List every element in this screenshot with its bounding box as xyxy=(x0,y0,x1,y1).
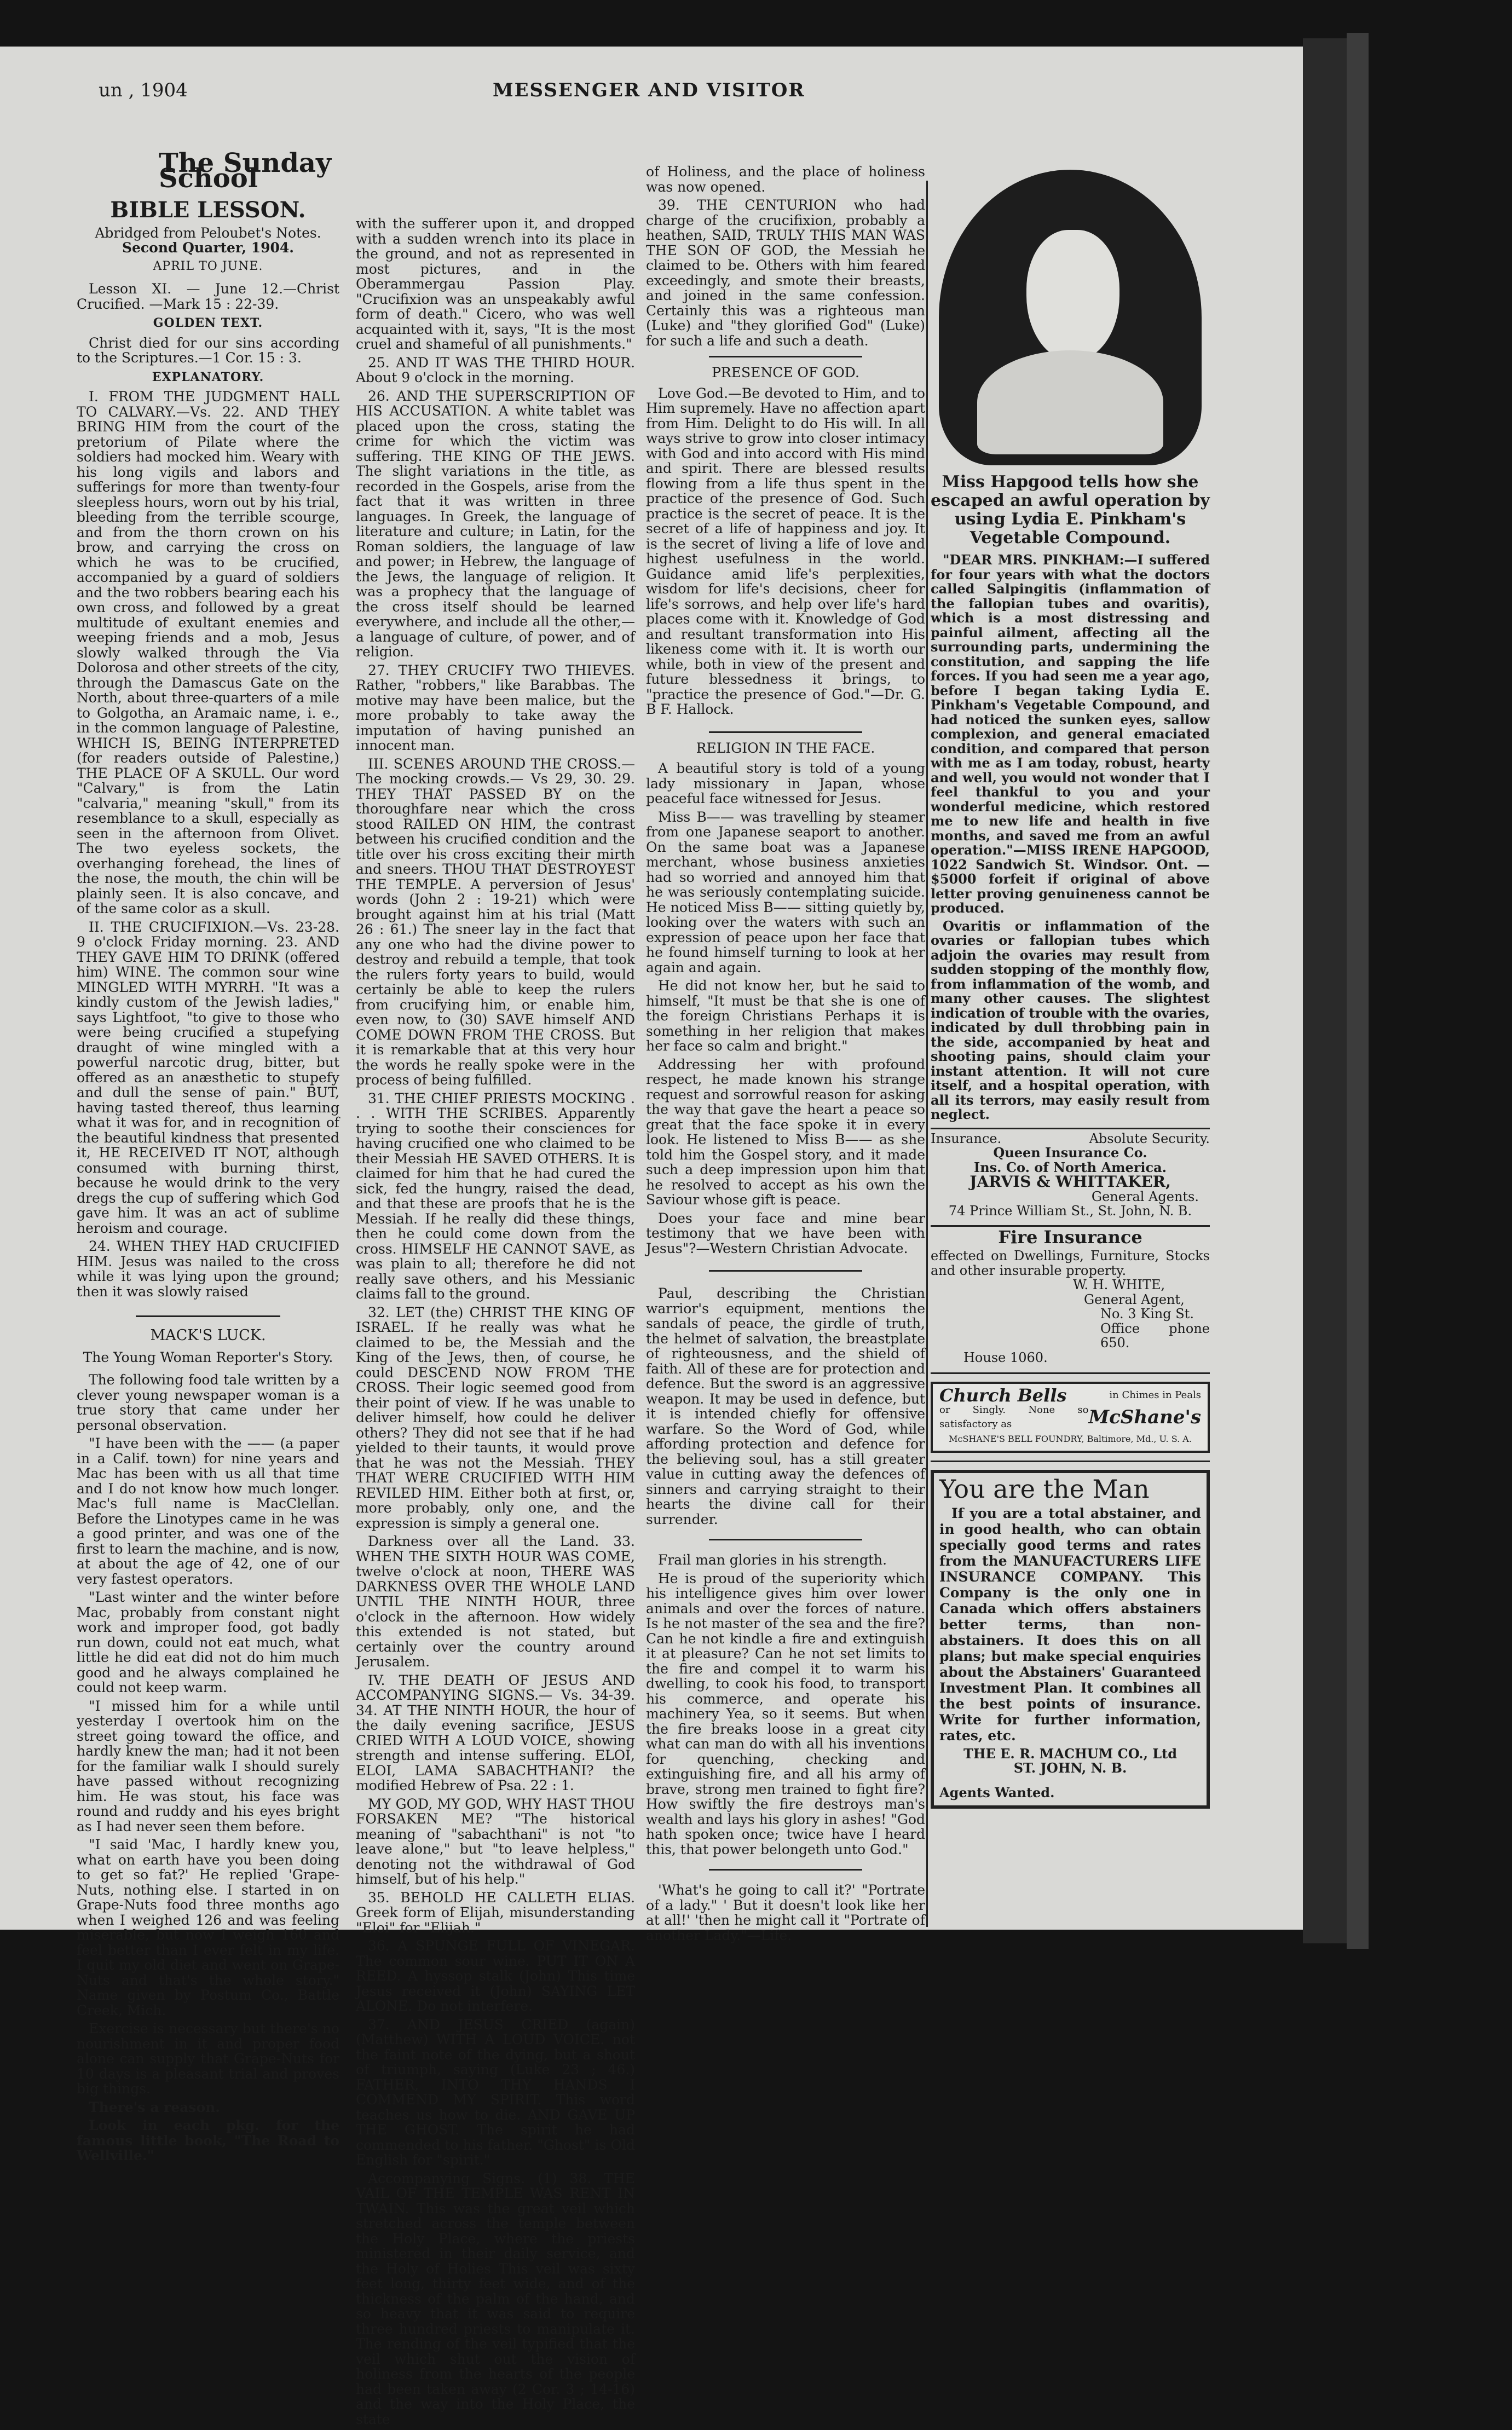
ad-body: If you are a total abstainer, and in good health, who can obtain specially good terms and rates from the MANUFACTURERS LIFE INSURANCE COMPANY. This Company is the only one in Canada which offers abstainers better terms, than non-abstainers. It does this on all plans; but make special enquiries about the Abstainers' Guaranteed Investment Plan. It combines all the best points of insurance. Write for further information, rates, etc. xyxy=(939,1505,1201,1744)
paragraph: Accompanying Signs. (1) 38. THE VAIL OF THE TEMPLE WAS RENT IN TWAIN. This was the great veil which stretched across the temple between the Holy Place, where the priests ministered in their daily service, and the Holy of Holies This veil was sixty feet long, thirty feet wide, and of the thickness of the palm of the hand, and so heavy that it was said to require three hundred priests to manipulate it. The rending of the veil typified that the veil which shut out the vision of holiness from the hearts of the people had been taken away (2 Cor. 3 ; 14-16) and the way into the Holy Place, the state xyxy=(356,2170,635,2427)
divider xyxy=(931,1461,1210,1462)
paragraph: He did not know her, but he said to himself, "It must be that she is one of the foreign Christians Perhaps it is something in her religion that makes her face so calm and bright." xyxy=(646,978,925,1054)
paragraph: 32. LET (the) CHRIST THE KING OF ISRAEL. If he really was what he claimed to be, the Messiah and the King of the Jews, then, of course, he could DESCEND NOW FROM THE CROSS. Their logic seemed good from their point of view. If he was unable to deliver himself, how could he deliver others? They did not see that if he had yielded to their taunts, it would prove that he was not the Messiah. THEY THAT WERE CRUCIFIED WITH HIM REVILED HIM. Either both at first, or, more probably, only one, and the expression is simply a general one. xyxy=(356,1304,635,1531)
article-title: MACK'S LUCK. xyxy=(150,1327,266,1344)
paragraph: with the sufferer upon it, and dropped with a sudden wrench into its place in the ground, and not as represented in most pictures, and in the Oberammergau Passion Play. "Crucifixion was an unspeakably awful form of death." Cicero, who was well acquainted with it, says, "It is the most cruel and shameful of all punishments." xyxy=(356,216,635,352)
divider xyxy=(709,1869,863,1871)
paragraph: 26. AND THE SUPERSCRIPTION OF HIS ACCUSATION. A white tablet was placed upon the cross, stating the crime for which the victim was suffering. THE KING OF THE JEWS. The slight variations in the title, as recorded in the Gospels, arise from the fact that it was written in three languages. In Greek, the language of literature and culture; in Latin, for the Roman soldiers, the language of law and power; in Hebrew, the language of the Jews, the language of religion. It was a prophecy that the language of the cross itself should be learned everywhere, and include all the other,—a language of culture, of power, and of religion. xyxy=(356,388,635,660)
paragraph: Love God.—Be devoted to Him, and to Him supremely. Have no affection apart from Him. Delight to do His will. In all ways strive to grow into closer intimacy with God and into accord with His mind and spirit. There are blessed results flowing from a life thus spent in the practice of the presence of God. Such practice is the secret of peace. It is the secret of a life of happiness and joy. It is the secret of living a life of love and highest usefulness in the world. Guidance amid life's perplexities, wisdom for life's decisions, cheer for life's sorrows, and help over life's hard places come with it. Knowledge of God and resultant transformation into His likeness come with it. It is worth our while, both in view of the present and future blessedness it brings, to "practice the presence of God."—Dr. G. B F. Hallock. xyxy=(646,385,925,717)
abridged-note: Abridged from Peloubet's Notes. xyxy=(95,224,321,241)
agents-title: General Agents. xyxy=(1091,1188,1199,1204)
manufacturers-life-ad xyxy=(931,1470,1210,1809)
header-paper-name: MESSENGER AND VISITOR xyxy=(493,79,805,101)
ad-body: Ovaritis or inflammation of the ovaries or fallopian tubes which adjoin the ovaries may result from sudden stopping of the monthly flow, from inflammation of the womb, and many other causes. The slightest indication of trouble with the ovaries, indicated by dull throbbing pain in the side, accompanied by heat and shooting pains, should claim your instant attention. It will not cure itself, and a hospital operation, with all its terrors, may easily result from neglect. xyxy=(931,917,1210,1122)
house-phone: House 1060. xyxy=(963,1349,1048,1365)
divider xyxy=(709,356,863,357)
divider xyxy=(931,1372,1210,1374)
paragraph: He is proud of the superiority which his intelligence gives him over lower animals and over the forces of nature. Is he not master of the sea and the fire? Can he not kindle a fire and extinguish it at pleasure? Can he not set limits to the fire and compel it to warm his dwelling, to cook his food, to transport his commerce, and operate his machinery Yea, so it seems. But when the fire breaks loose in a great city what can man do with all his inventions for quenching, checking and extinguishing fire, and all his army of brave, strong men trained to fight fire? How swiftly the fire destroys man's wealth and lays his glory in ashes! "God hath spoken once; twice have I heard this, that power belongeth unto God." xyxy=(646,1570,925,1857)
months: APRIL TO JUNE. xyxy=(153,259,263,273)
bells-foundry: McSHANE'S BELL FOUNDRY, Baltimore, Md., U. S. A. xyxy=(949,1433,1192,1444)
quarter: Second Quarter, 1904. xyxy=(122,240,295,256)
office-phone: Office phone 650. xyxy=(1100,1320,1210,1350)
paragraph: 27. THEY CRUCIFY TWO THIEVES. Rather, "robbers," like Barabbas. The motive may have been malice, but the more probably to take away the imputation of having punished an innocent man. xyxy=(356,662,635,753)
column-4 xyxy=(931,164,1210,1814)
ad-testimonial: "DEAR MRS. PINKHAM:—I suffered for four years with what the doctors called Salpingitis (inflammation of the fallopian tubes and ovaritis), which is a most distressing and painful ailment, affecting all the surrounding parts, undermining the constitution, and sapping the life forces. If you had seen me a year ago, before I began taking Lydia E. Pinkham's Vegetable Compound, and had noticed the sunken eyes, sallow complexion, and general emaciated condition, and compared that person with me as I am today, robust, hearty and well, you would not wonder that I feel thankful to you and your wonderful medicine, which restored me to new life and health in five months, and saved me from an awful operation."—MISS IRENE HAPGOOD, 1022 Sandwich St. Windsor. Ont. —$5000 forfeit if original of above letter proving genuineness cannot be produced. xyxy=(931,552,1210,916)
ad-agents: Agents Wanted. xyxy=(939,1784,1055,1800)
paragraph: Darkness over all the Land. 33. WHEN THE SIXTH HOUR WAS COME, twelve o'clock at noon, THERE WAS DARKNESS OVER THE WHOLE LAND UNTIL THE NINTH HOUR, three o'clock in the afternoon. How widely this extended is not stated, but certainly over the country around Jerusalem. xyxy=(356,1533,635,1670)
paragraph: There's a reason. xyxy=(89,2099,221,2115)
column-1 xyxy=(77,148,339,2167)
explanatory-label: EXPLANATORY. xyxy=(152,370,264,384)
paragraph: "I missed him for a while until yesterday I overtook him on the street going toward the office, and hardly knew the man; had it not been for the familiar walk I should surely have passed without recognizing him. He was stout, his face was round and ruddy and his eyes bright as I had never seen them before. xyxy=(77,1698,339,1834)
paragraph: II. THE CRUCIFIXION.—Vs. 23-28. 9 o'clock Friday morning. 23. AND THEY GAVE HIM TO DRINK (offered him) WINE. The common sour wine MINGLED WITH MYRRH. "It was a kindly custom of the Jewish ladies," says Lightfoot, "to give to those who were being crucified a stupefying draught of wine mingled with a powerful narcotic drug, bitter, but offered as an anæsthetic to stupefy and dull the sense of pain." BUT, having tasted thereof, thus learning what it was for, and in recognition of the beautiful kindness that presented it, HE RECEIVED IT NOT, although consumed with burning thirst, because he would drink to the very dregs the cup of suffering which God gave him. It was an act of sublime heroism and courage. xyxy=(77,919,339,1236)
paragraph: A beautiful story is told of a young lady missionary in Japan, whose peaceful face witnessed for Jesus. xyxy=(646,760,925,806)
column-2 xyxy=(356,216,635,2430)
bells-kinds: in Chimes in Peals xyxy=(1109,1389,1201,1401)
section-title: The Sunday School xyxy=(159,148,331,194)
ad-title: You are the Man xyxy=(939,1474,1150,1504)
agents-name: JARVIS & WHITTAKER, xyxy=(969,1173,1171,1191)
page-header xyxy=(0,79,1303,107)
bells-title: Church Bells xyxy=(939,1385,1067,1406)
paragraph: III. SCENES AROUND THE CROSS.—The mocking crowds.— Vs 29, 30. 29. THEY THAT PASSED BY on the thoroughfare near which the cross stood RAILED ON HIM, the contrast between his crucified condition and the title over his cross exciting their mirth and sneers. THOU THAT DESTROYEST THE TEMPLE. A perversion of Jesus' words (John 2 : 19-21) which were brought against him at his trial (Matt 26 : 61.) The sneer lay in the fact that any one who had the divine power to destroy and rebuild a temple, that took the rulers forty years to build, would certainly be able to keep the rulers from crucifying him, or enable him, even now, to (30) SAVE himself AND COME DOWN FROM THE CROSS. But it is remarkable that at this very hour the words he really spoke were in the process of being fulfilled. xyxy=(356,755,635,1088)
insurance-header xyxy=(931,1132,1210,1146)
portrait-face xyxy=(1026,230,1119,361)
paragraph: "I have been with the —— (a paper in a Calif. town) for nine years and Mac has been with us all that time and I do not know how much longer. Mac's full name is MacClellan. Before the Linotypes came in he was a good printer, and was one of the first to learn the machine, and is now, at about the age of 42, one of our very fastest operators. xyxy=(77,1435,339,1587)
paragraph: Miss B—— was travelling by steamer from one Japanese seaport to another. On the same boat was a Japanese merchant, whose business anxieties had so worried and annoyed him that he was seriously contemplating suicide. He noticed Miss B—— sitting quietly by, looking over the waters with such an expression of peace upon her face that he found himself turning to look at her again and again. xyxy=(646,809,925,976)
ad-company: THE E. R. MACHUM CO., Ltd xyxy=(963,1745,1178,1762)
paragraph: "Last winter and the winter before Mac, probably from constant night work and improper food, got badly run down, could not eat much, what little he did eat did not do him much good and he always complained he could not keep warm. xyxy=(77,1589,339,1695)
portrait-collar xyxy=(977,350,1163,454)
ad-body: effected on Dwellings, Furniture, Stocks and other insurable property. xyxy=(931,1248,1210,1278)
insurance-right: Absolute Security. xyxy=(1089,1130,1210,1146)
divider xyxy=(136,1315,280,1317)
agent-title: General Agent, xyxy=(1084,1291,1185,1307)
paragraph: "I said 'Mac, I hardly knew you, what on earth have you been doing to get so fat?' He replied 'Grape-Nuts, nothing else. I started in on Grape-Nuts food three months ago when I weighed 126 and was feeling miserable, but now I weigh 160 and feel better than I ever felt in my life. I quit my old diet and went on Grape-Nuts and that's the whole story." Name given by Postum Co., Battle Creek, Mich. xyxy=(77,1837,339,2018)
paragraph: 37. AND JESUS CRIED (again) (Matthew) WITH A LOUD VOICE. not the faint note of the dying, but a shout of triumph, saying (Luke 23 ; 46.) FATHER, INTO THY HANDS I COMMEND MY SPIRIT. This word teaches us how to die. AND GAVE UP THE GHOST. The spirit he had commended to his father. "Ghost" is Old English for "spirit." xyxy=(356,2016,635,2168)
paragraph: 36. A SPUNGE FULL OF VINEGAR. The common sour wine. PUT IT ON A REED. A hyssop stalk (John) This time Jesus received it (John) SAYING LET ALONE. Do not interfere. xyxy=(356,1938,635,2014)
insurance-ad xyxy=(931,1132,1210,1219)
paragraph: Addressing her with profound respect, he made known his strange request and sorrowful reason for asking the way that gave the heart a peace so great that the face spoke it in every look. He listened to Miss B—— as she told him the Gospel story, and it made such a deep impression upon him that he resolved to accept as his own the Saviour whose gift is peace. xyxy=(646,1056,925,1208)
bells-note: or Singly. None so satisfactory as xyxy=(939,1404,1089,1430)
paragraph: Frail man glories in his strength. xyxy=(658,1552,887,1568)
paragraph: of Holiness, and the place of holiness was now opened. xyxy=(646,164,925,195)
page-binding-edge xyxy=(1347,33,1369,1949)
paragraph: The following food tale written by a clever young newspaper woman is a true story that came under her personal observation. xyxy=(77,1372,339,1433)
article-title: RELIGION IN THE FACE. xyxy=(696,740,875,756)
agents-address: 74 Prince William St., St. John, N. B. xyxy=(948,1203,1192,1219)
paragraph: Exercise is necessary but there's no nourishment in it and proper food alone can supply that Grape-Nuts for 10 days is a pleasant trial and proves big things. xyxy=(77,2021,339,2097)
column-divider xyxy=(926,181,928,1927)
insurance-left: Insurance. xyxy=(931,1130,1002,1146)
paragraph: 35. BEHOLD HE CALLETH ELIAS. Greek form of Elijah, misunderstanding "Eloi" for "Elijah." xyxy=(356,1889,635,1936)
divider xyxy=(709,1270,863,1272)
golden-text: Christ died for our sins according to the Scriptures.—1 Cor. 15 : 3. xyxy=(77,334,339,366)
article-subtitle: The Young Woman Reporter's Story. xyxy=(83,1349,333,1365)
column-3 xyxy=(646,164,925,1946)
ad-title: Fire Insurance xyxy=(998,1226,1142,1248)
paragraph: Paul, describing the Christian warrior's equipment, mentions the sandals of peace, the girdle of truth, the helmet of salvation, the breastplate of righteousness, and the shield of faith. All of these are for protection and defence. But the sword is an aggressive weapon. It may be used in defence, but it is intended chiefly for offensive warfare. So the Word of God, while affording protection and defence for the believing soul, has a still greater value in cutting away the defences of sinners and carrying straight to their hearts the divine call for their surrender. xyxy=(646,1285,925,1527)
golden-text-label: GOLDEN TEXT. xyxy=(153,316,263,330)
bells-brand: McShane's xyxy=(1088,1406,1201,1428)
lesson-ref: Lesson XI. — June 12.—Christ Crucified. —Mark 15 : 22-39. xyxy=(77,281,339,312)
insurer-2: Ins. Co. of North America. xyxy=(973,1159,1167,1175)
header-date: un , 1904 xyxy=(99,79,188,101)
divider xyxy=(931,1128,1210,1129)
article-title: PRESENCE OF GOD. xyxy=(712,365,859,380)
agent-name: W. H. WHITE, xyxy=(1073,1277,1165,1292)
paragraph: I. FROM THE JUDGMENT HALL TO CALVARY.—Vs. 22. AND THEY BRING HIM from the court of the pretorium of Pilate where the soldiers had mocked him. Weary with his long vigils and labors and sufferings for more than twenty-four sleepless hours, worn out by his trial, bleeding from the terrible scourge, and from the thorn crown on his brow, and carrying the cross on which he was to be crucified, accompanied by a guard of soldiers and the two robbers bearing each his own cross, and followed by a great multitude of exultant enemies and weeping friends and a mob, Jesus slowly walked through the Via Dolorosa and other streets of the city, through the Damascus Gate on the North, about three-quarters of a mile to Golgotha, an Aramaic name, i. e., in the common language of Palestine, WHICH IS, BEING INTERPRETED (for readers outside of Palestine,) THE PLACE OF A SKULL. Our word "Calvary," is from the Latin "calvaria," meaning "skull," from its resemblance to a skull, especially as seen in the afternoon from Olivet. The two eyeless sockets, the overhanging forehead, the lines of the nose, the mouth, the chin will be plainly seen. It is also concave, and of the same color as a skull. xyxy=(77,389,339,916)
newspaper-page xyxy=(0,47,1303,2427)
insurer-1: Queen Insurance Co. xyxy=(993,1145,1147,1161)
paragraph: 25. AND IT WAS THE THIRD HOUR. About 9 o'clock in the morning. xyxy=(356,354,635,385)
divider xyxy=(709,731,863,733)
lesson-heading: BIBLE LESSON. xyxy=(110,197,306,223)
ad-headline: Miss Hapgood tells how she escaped an awful operation by using Lydia E. Pinkham's Vegetable Compound. xyxy=(931,472,1210,547)
fire-insurance-ad xyxy=(931,1226,1210,1365)
paragraph: 24. WHEN THEY HAD CRUCIFIED HIM. Jesus was nailed to the cross while it was lying upon the ground; then it was slowly raised xyxy=(77,1238,339,1300)
portrait-illustration xyxy=(939,170,1202,465)
ad-city: ST. JOHN, N. B. xyxy=(1013,1760,1127,1776)
divider xyxy=(709,1539,863,1540)
paragraph: 39. THE CENTURION who had charge of the crucifixion, probably a heathen, SAID, TRULY THIS MAN WAS THE SON OF GOD, the Messiah he claimed to be. Others with him feared exceedingly, and smote their breasts, and joined in the same confession. Certainly this was a righteous man (Luke) and "they glorified God" (Luke) for such a life and such a death. xyxy=(646,197,925,349)
paragraph: 'What's he going to call it?' "Portrate of a lady." ' But it doesn't look like her at all!' 'then he might call it "Portrate of another Lady."—Life. xyxy=(646,1882,925,1943)
pinkham-ad xyxy=(931,170,1210,1122)
paragraph: 31. THE CHIEF PRIESTS MOCKING . . . WITH THE SCRIBES. Apparently trying to soothe their consciences for having crucified one who claimed to be their Messiah HE SAVED OTHERS. It is claimed for him that he had cured the sick, fed the hungry, raised the dead, and that these are proofs that he is the Messiah. If he really did these things, then he could come down from the cross. HIMSELF HE CANNOT SAVE, as was plain to all; therefore he did not really save others, and his Messianic claims fall to the ground. xyxy=(356,1090,635,1302)
page-binding xyxy=(1303,38,1347,1943)
paragraph: IV. THE DEATH OF JESUS AND ACCOMPANYING SIGNS.— Vs. 34-39. 34. AT THE NINTH HOUR, the hour of the daily evening sacrifice, JESUS CRIED WITH A LOUD VOICE, showing strength and intense suffering. ELOI, ELOI, LAMA SABACHTHANI? the modified Hebrew of Psa. 22 : 1. xyxy=(356,1672,635,1793)
paragraph: Look in each pkg. for the famous little book, "The Road to Wellville." xyxy=(77,2117,339,2163)
agent-address: No. 3 King St. xyxy=(1100,1306,1194,1321)
paragraph: Does your face and mine bear testimony that we have been with Jesus"?—Western Christian Advocate. xyxy=(646,1210,925,1256)
church-bells-ad xyxy=(931,1382,1210,1453)
paragraph: MY GOD, MY GOD, WHY HAST THOU FORSAKEN ME? "The historical meaning of "sabachthani" is not "to leave alone," but "to leave helpless," denoting not the withdrawal of God himself, but of his help." xyxy=(356,1796,635,1887)
